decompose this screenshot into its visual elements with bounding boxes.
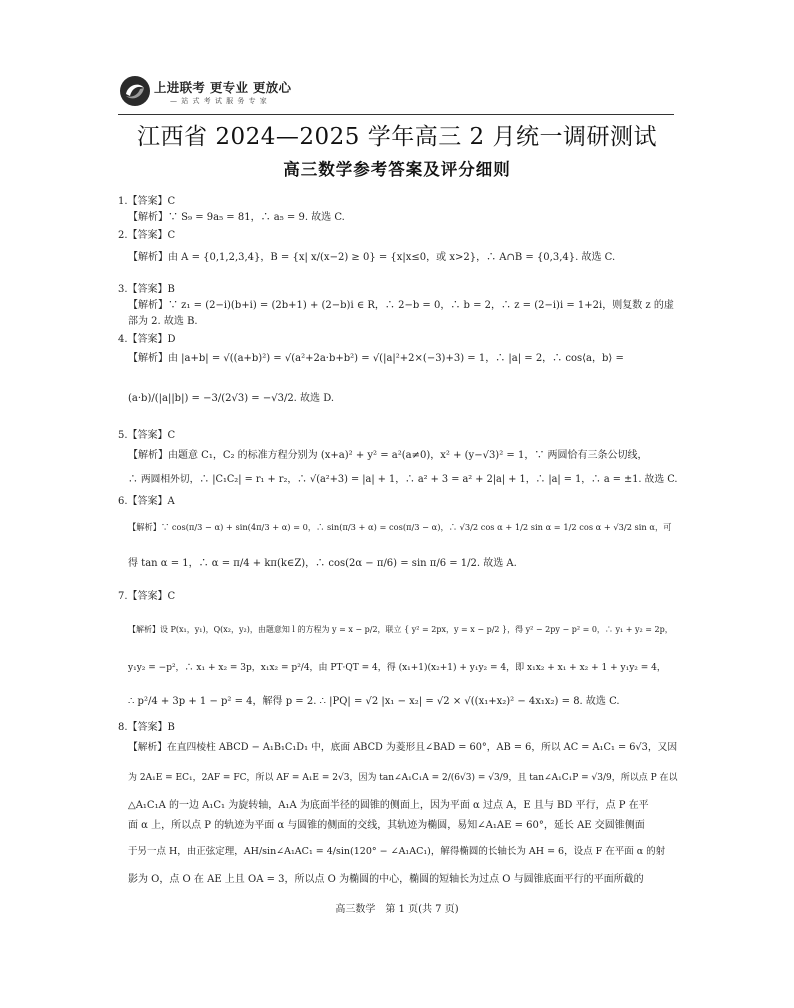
explanation-line: 【解析】在直四棱柱 ABCD − A₁B₁C₁D₁ 中，底面 ABCD 为菱形且∠BAD = 60°，AB = 6，所以 AC = A₁C₁ = 6√3，又因 [128,742,678,753]
explanation-line: 【解析】∵ S₉ = 9a₅ = 81，∴ a₅ = 9. 故选 C. [128,212,345,223]
answer-line: 5.【答案】C [118,430,176,441]
answer-line: 1.【答案】C [118,196,176,207]
header-divider [118,114,674,115]
answer-line: 6.【答案】A [118,496,175,507]
explanation-line: 影为 O，点 O 在 AE 上且 OA = 3，所以点 O 为椭圆的中心，椭圆的短轴长为过点 O 与圆锥底面平行的平面所截的 [128,874,644,885]
explanation-line: △A₁C₁A 的一边 A₁C₁ 为旋转轴，A₁A 为底面半径的圆锥的侧面上，因为平面 α 过点 A，E 且与 BD 平行，点 P 在平 [128,800,649,811]
explanation-line: 部为 2. 故选 B. [128,316,198,327]
page-footer: 高三数学 第 1 页(共 7 页) [335,904,459,915]
explanation-line: 【解析】设 P(x₁，y₁)，Q(x₂，y₂)，由题意知 l 的方程为 y = x − p/2，联立 { y² = 2px，y = x − p/2 }，得 y² − 2py − p² = 0，∴ y₁ + y₂ = 2p， [128,625,673,634]
logo-tagline: — 站 式 考 试 服 务 专 家 [170,97,268,105]
logo-swirl-icon [118,74,152,108]
explanation-line: 面 α 上，所以点 P 的轨迹为平面 α 与圆锥的侧面的交线，其轨迹为椭圆，易知∠A₁AE = 60°，延长 AE 交圆锥侧面 [128,820,645,831]
explanation-line: ∴ p²/4 + 3p + 1 − p² = 4，解得 p = 2. ∴ |PQ| = √2 |x₁ − x₂| = √2 × √((x₁+x₂)² − 4x₁x₂) = 8. 故选 C. [128,696,620,707]
publisher-logo [118,72,292,112]
explanation-line: (a·b)/(|a||b|) = −3/(2√3) = −√3/2. 故选 D. [128,393,335,404]
answer-line: 4.【答案】D [118,334,176,345]
explanation-line: 【解析】∵ cos(π/3 − α) + sin(4π/3 + α) = 0，∴ sin(π/3 + α) = cos(π/3 − α)，∴ √3/2 cos α + 1/2 sin α = 1/2 cos α + √3/2 sin α，可 [128,522,672,532]
explanation-line: ∴ 两圆相外切，∴ |C₁C₂| = r₁ + r₂，∴ √(a²+3) = |a| + 1，∴ a² + 3 = a² + 2|a| + 1，∴ |a| = 1，∴ a = ±1. 故选 C. [128,474,678,485]
explanation-line: 【解析】由题意 C₁，C₂ 的标准方程分别为 (x+a)² + y² = a²(a≠0)，x² + (y−√3)² = 1，∵ 两圆恰有三条公切线， [128,450,648,461]
answer-line: 7.【答案】C [118,591,176,602]
explanation-line: 【解析】∵ z₁ = (2−i)(b+i) = (2b+1) + (2−b)i ∈ R，∴ 2−b = 0，∴ b = 2，∴ z = (2−i)i = 1+2i，则复数 z 的虚 [128,300,674,311]
page-title: 江西省 2024—2025 学年高三 2 月统一调研测试 [137,124,657,150]
logo-slogan: 上进联考 更专业 更放心 [154,80,292,95]
explanation-line: y₁y₂ = −p²，∴ x₁ + x₂ = 3p，x₁x₂ = p²/4，由 PT·QT = 4，得 (x₁+1)(x₂+1) + y₁y₂ = 4，即 x₁x₂ + x₁ + x₂ + 1 + y₁y₂ = 4， [128,663,666,673]
explanation-line: 【解析】由 |a+b| = √((a+b)²) = √(a²+2a·b+b²) = √(|a|²+2×(−3)+3) = 1，∴ |a| = 2，∴ cos⟨a，b⟩ = [128,353,624,364]
explanation-line: 【解析】由 A = {0,1,2,3,4}，B = {x| x/(x−2) ≥ 0} = {x|x≤0，或 x>2}，∴ A∩B = {0,3,4}. 故选 C. [128,252,616,263]
page-subtitle: 高三数学参考答案及评分细则 [283,160,511,179]
answer-line: 3.【答案】B [118,284,175,295]
explanation-line: 于另一点 H，由正弦定理，AH/sin∠A₁AC₁ = 4/sin(120° − ∠A₁AC₁)，解得椭圆的长轴长为 AH = 6，设点 F 在平面 α 的射 [128,846,666,857]
explanation-line: 得 tan α = 1，∴ α = π/4 + kπ(k∈Z)，∴ cos(2α − π/6) = sin π/6 = 1/2. 故选 A. [128,558,517,569]
answer-line: 2.【答案】C [118,230,176,241]
answer-line: 8.【答案】B [118,722,175,733]
explanation-line: 为 2A₁E = EC₁，2AF = FC，所以 AF = A₁E = 2√3，因为 tan∠A₁C₁A = 2/(6√3) = √3/9，且 tan∠A₁C₁P = √3/9，所以点 P 在以 [128,773,678,783]
